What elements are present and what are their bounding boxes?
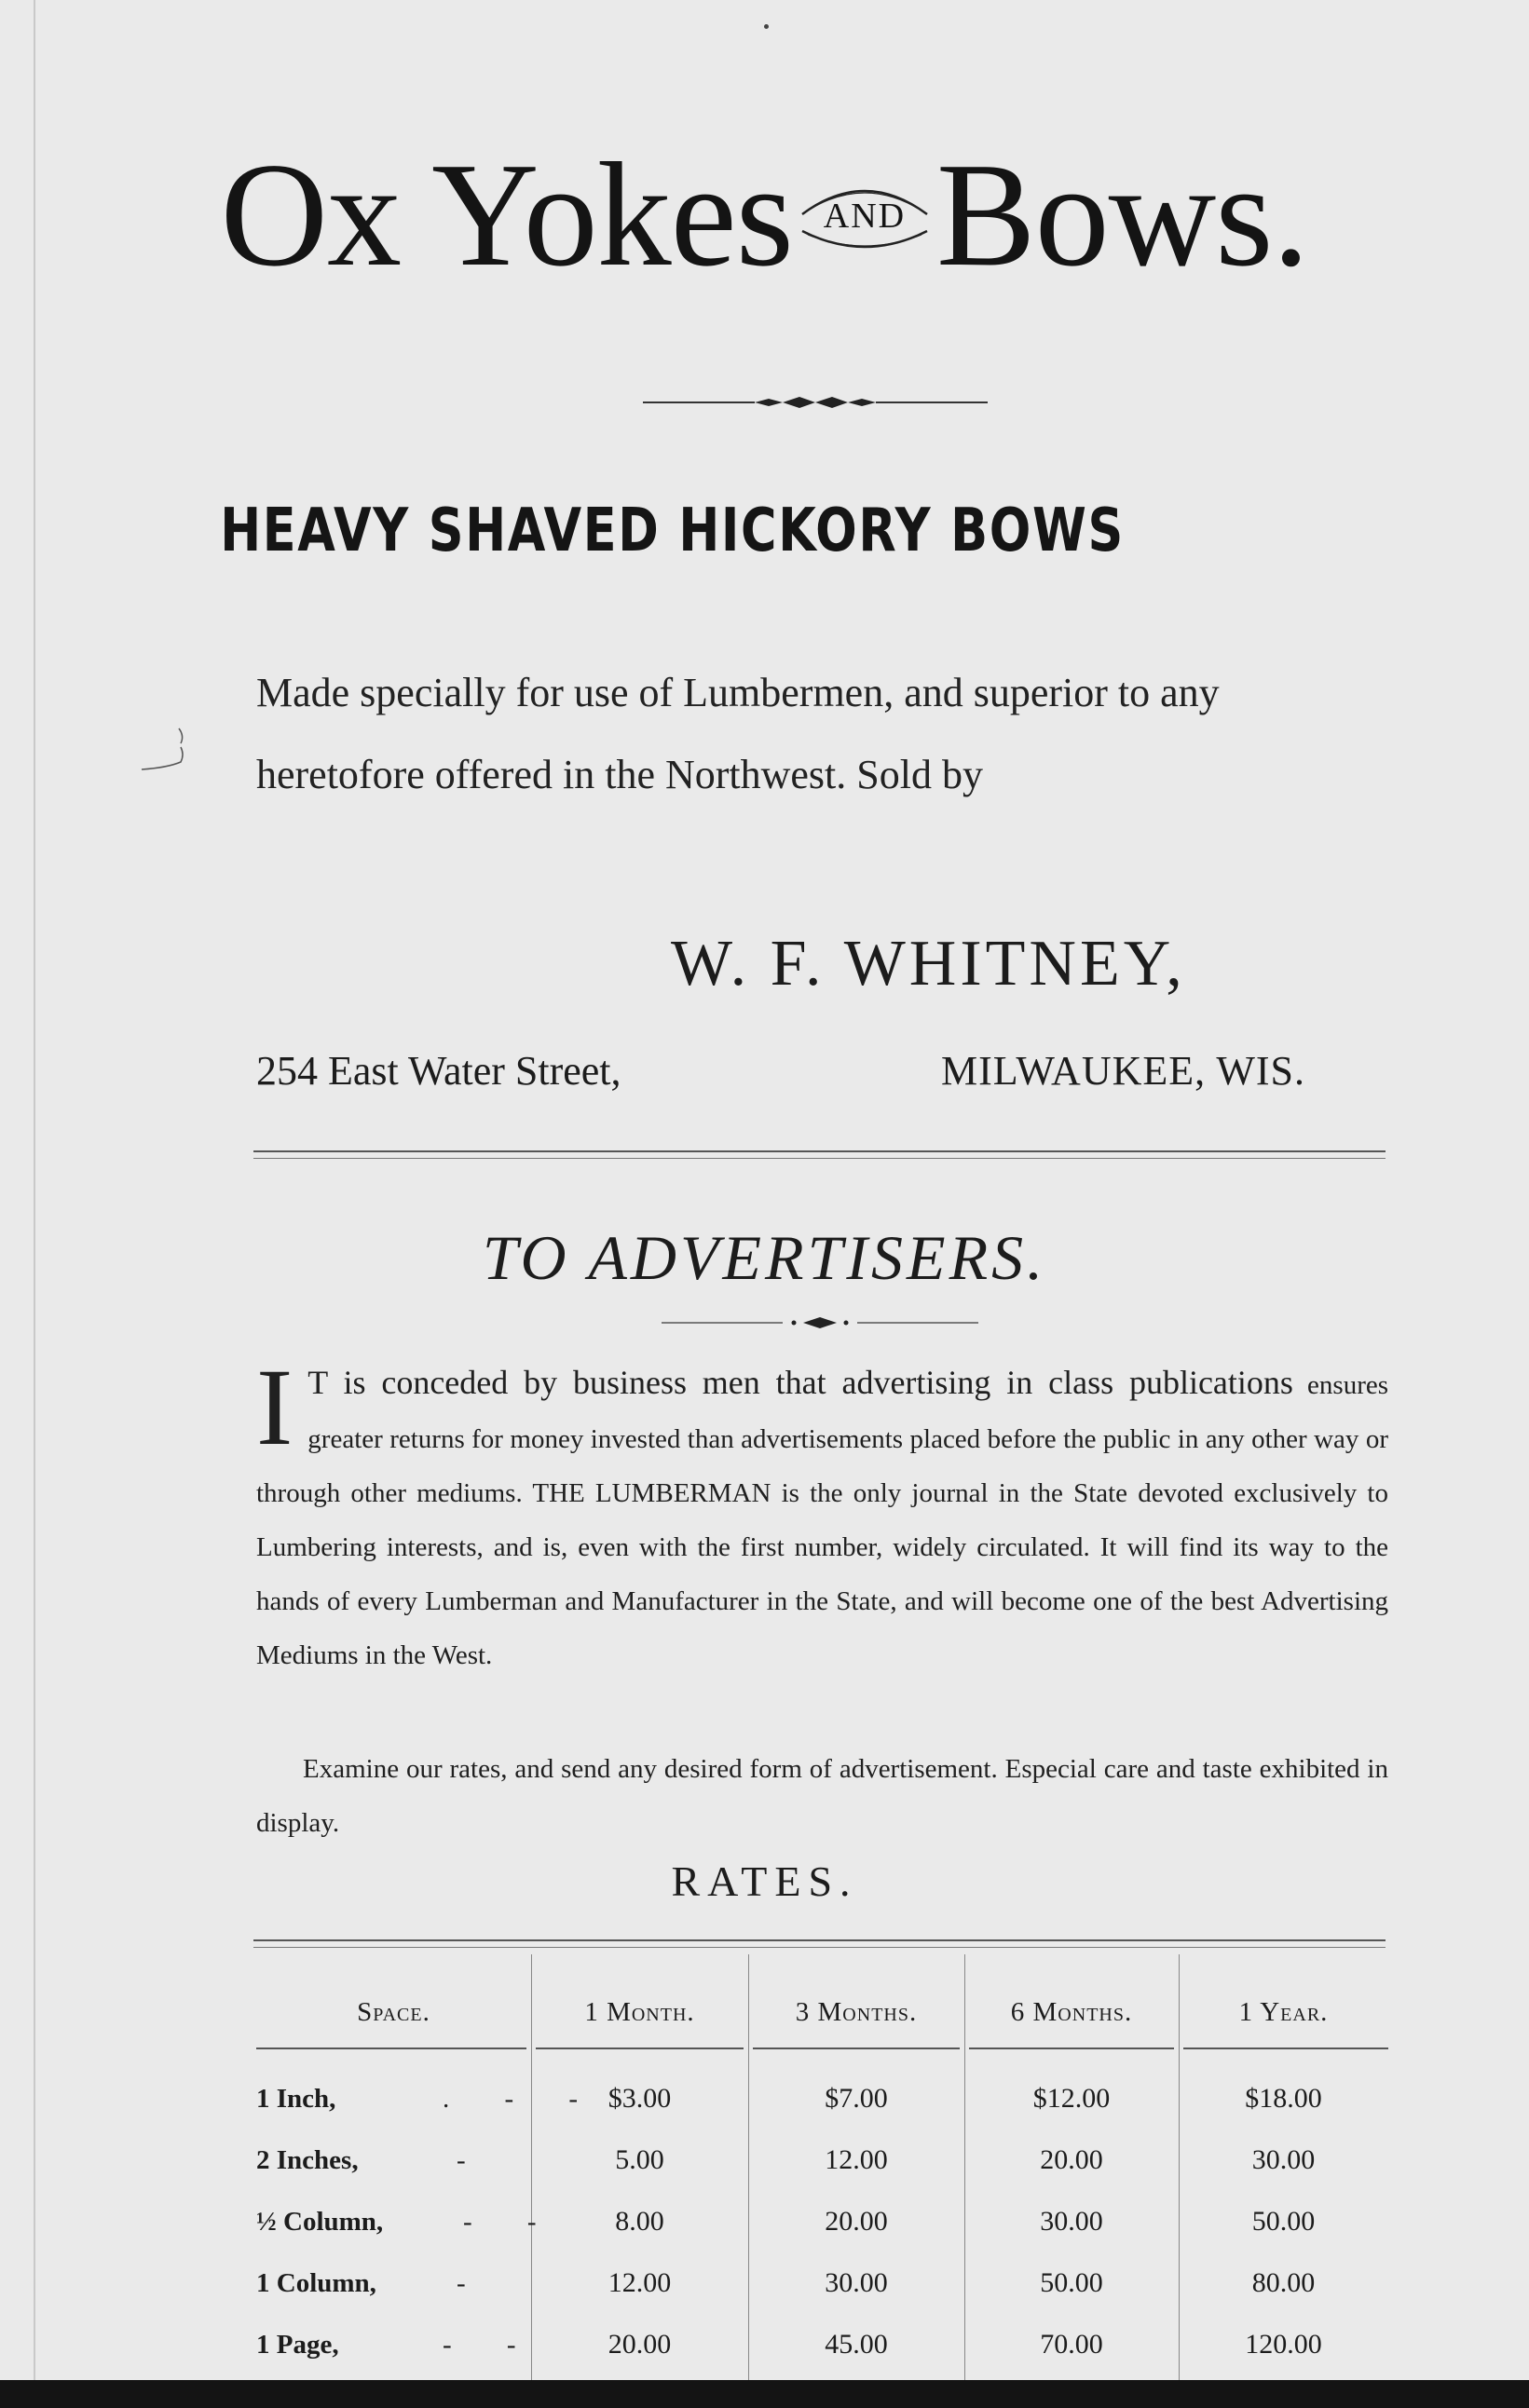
rate-cell: 120.00 (1245, 2329, 1322, 2360)
leader-dashes: - - (443, 2330, 540, 2360)
title-ox-yokes: Ox Yokes (220, 131, 793, 297)
row-space-label (256, 2129, 517, 2191)
table-row (256, 2129, 1388, 2191)
intro-line-1: Made specially for use of Lumbermen, and superior to any (256, 670, 1220, 715)
space-label: ½ Column, (256, 2207, 384, 2237)
page-edge (34, 0, 35, 2385)
column-header-1-month: 1 Month. (584, 1997, 695, 2027)
table-row (256, 2314, 1388, 2375)
rates-table (256, 1947, 1388, 2380)
rate-cell: $12.00 (1032, 2083, 1111, 2114)
table-row (256, 2191, 1388, 2252)
seller-address: 254 East Water Street, (256, 1048, 621, 1094)
subtitle: HEAVY SHAVED HICKORY BOWS (220, 497, 1125, 565)
print-speck (764, 24, 769, 29)
rate-cell: 30.00 (1040, 2206, 1103, 2237)
rates-heading: RATES. (671, 1857, 858, 1905)
rate-cell: $3.00 (608, 2083, 672, 2114)
rate-cell: 30.00 (825, 2267, 888, 2298)
intro-line-2: heretofore offered in the Northwest. Sold by (256, 752, 983, 797)
title-bows: Bows. (935, 131, 1309, 297)
advertisement-title (0, 130, 1529, 298)
rate-cell: 80.00 (1251, 2267, 1316, 2298)
rate-cell: 20.00 (825, 2206, 888, 2237)
row-space-label (256, 2068, 603, 2129)
leader-dashes: . - - (443, 2084, 603, 2114)
space-label: 1 Column, (256, 2268, 376, 2298)
seller-city: MILWAUKEE, WIS. (941, 1048, 1305, 1094)
rate-cell: 50.00 (1251, 2206, 1316, 2237)
column-header-space: Space. (357, 1997, 430, 2027)
section-divider (253, 1150, 1386, 1152)
seller-name: W. F. WHITNEY, (671, 928, 1186, 1000)
header-underline (536, 2047, 744, 2049)
and-badge (795, 170, 935, 272)
rate-cell: 12.00 (608, 2267, 672, 2298)
scan-bottom-edge (0, 2380, 1529, 2408)
rate-cell: 5.00 (615, 2144, 664, 2175)
drop-cap: I (256, 1346, 294, 1468)
space-label: 2 Inches, (256, 2145, 359, 2175)
header-underline (1183, 2047, 1388, 2049)
paragraph-body: ensures greater returns for money invested than advertisements placed before the public in any other way or through other mediums. THE LUMBERMAN is the only journal in the State devoted exclusively to Lumbering interests, and is, even with the first number, widely circulated. It will find its way to the hands of every Lumberman and Manufacturer in the State, and will become one of the best Advertising Mediums in the West. (256, 1370, 1389, 1670)
rates-top-rule (253, 1939, 1386, 1941)
table-row (256, 2252, 1388, 2314)
column-header-3-months: 3 Months. (795, 1997, 918, 2027)
rate-cell: 50.00 (1040, 2267, 1103, 2298)
intro-text (256, 652, 1402, 816)
header-underline (753, 2047, 960, 2049)
advertisers-paragraph-2: Examine our rates, and send any desired form of advertisement. Especial care and taste exhibited in display. (256, 1754, 1388, 1838)
rate-cell: 30.00 (1251, 2144, 1316, 2175)
title-divider-ornament (643, 391, 988, 414)
advertisers-paragraph (256, 1346, 1389, 1682)
rate-cell: $7.00 (825, 2083, 888, 2114)
table-row (256, 2068, 1388, 2129)
leader-dashes: - - (463, 2207, 561, 2237)
column-header-1-year: 1 Year. (1238, 1997, 1329, 2027)
column-header-6-months: 6 Months. (1010, 1997, 1133, 2027)
rate-cell: 12.00 (825, 2144, 888, 2175)
paragraph-first-line: T is conceded by business men that advertising in class publications (307, 1364, 1293, 1401)
rate-cell: 45.00 (825, 2329, 888, 2360)
heading-divider-ornament (662, 1313, 978, 1332)
row-space-label (256, 2191, 561, 2252)
rate-cell: 20.00 (608, 2329, 672, 2360)
leader-dashes: - (457, 2268, 490, 2298)
header-underline (256, 2047, 526, 2049)
rate-cell: 20.00 (1040, 2144, 1103, 2175)
advertisers-heading: TO ADVERTISERS. (482, 1222, 1047, 1293)
header-underline (969, 2047, 1174, 2049)
space-label: 1 Inch, (256, 2084, 336, 2114)
margin-pencil-mark (140, 727, 186, 782)
space-label: 1 Page, (256, 2330, 339, 2360)
rate-cell: 8.00 (615, 2206, 664, 2237)
rate-cell: 70.00 (1040, 2329, 1103, 2360)
leader-dashes: - (457, 2145, 490, 2175)
title-and: AND (823, 197, 907, 237)
rate-cell: $18.00 (1245, 2083, 1322, 2114)
row-space-label (256, 2252, 517, 2314)
row-space-label (256, 2314, 540, 2375)
